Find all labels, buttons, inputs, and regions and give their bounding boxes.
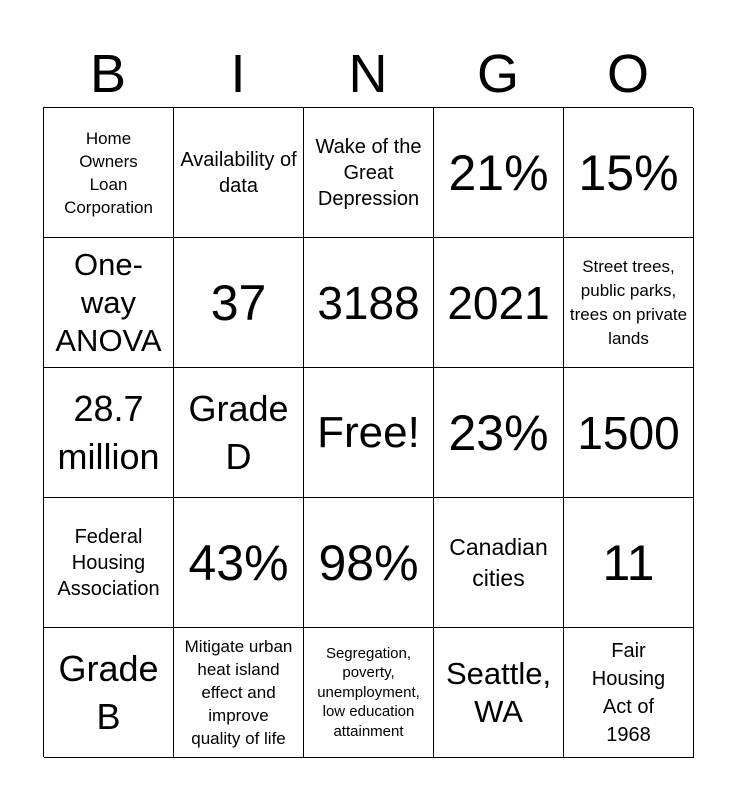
bingo-cell-r1c3[interactable] (304, 108, 434, 238)
bingo-cell-r3c4[interactable] (434, 368, 564, 498)
bingo-cell-r3c1[interactable] (44, 368, 174, 498)
header-letter-g: G (476, 44, 519, 104)
cell-text: 23% (448, 404, 549, 461)
cell-text: Free! (317, 407, 420, 457)
cell-text: Segregation, poverty, unemployment, low education attainment (317, 644, 420, 740)
bingo-cell-r2c2[interactable] (174, 238, 304, 368)
bingo-cell-r2c1[interactable] (44, 238, 174, 368)
bingo-cell-r4c2[interactable] (174, 498, 304, 628)
cell-text: One-way ANOVA (55, 246, 162, 358)
bingo-cell-r5c4[interactable] (434, 628, 564, 758)
bingo-cell-r2c4[interactable] (434, 238, 564, 368)
cell-text: Seattle, WA (445, 655, 552, 729)
bingo-cell-r3c5[interactable] (564, 368, 694, 498)
cell-text: Street trees, public parks, trees on private lands (569, 256, 688, 348)
cell-text: 11 (602, 534, 655, 591)
cell-text: 21% (448, 144, 549, 201)
cell-text: 1500 (577, 406, 680, 459)
cell-text: Home Owners Loan Corporation (64, 128, 153, 217)
bingo-cell-r1c1[interactable] (44, 108, 174, 238)
bingo-cell-r5c3[interactable] (304, 628, 434, 758)
cell-text: Availability of data (180, 148, 297, 197)
cell-text: 3188 (317, 276, 420, 329)
bingo-cell-r3c3[interactable] (304, 368, 434, 498)
cell-text: 15% (578, 144, 679, 201)
cell-text: Fair Housing Act of 1968 (591, 639, 666, 746)
cell-text: 37 (210, 274, 267, 331)
bingo-cell-r5c5[interactable] (564, 628, 694, 758)
cell-text: Wake of the Great Depression (315, 135, 422, 210)
header-letter-b: B (89, 44, 127, 104)
bingo-board (43, 107, 693, 757)
bingo-cell-r1c5[interactable] (564, 108, 694, 238)
bingo-cell-r4c1[interactable] (44, 498, 174, 628)
header-letter-n: N (348, 44, 388, 104)
cell-text: Mitigate urban heat island effect and improve quality of life (184, 637, 293, 748)
cell-text: Grade D (188, 387, 289, 477)
cell-text: 98% (318, 534, 419, 591)
cell-text: 2021 (447, 276, 550, 329)
bingo-cell-r2c5[interactable] (564, 238, 694, 368)
bingo-cell-r2c3[interactable] (304, 238, 434, 368)
bingo-cell-r4c5[interactable] (564, 498, 694, 628)
bingo-cell-r5c1[interactable] (44, 628, 174, 758)
bingo-cell-r3c2[interactable] (174, 368, 304, 498)
bingo-cell-r5c2[interactable] (174, 628, 304, 758)
bingo-cell-r4c3[interactable] (304, 498, 434, 628)
cell-text: Federal Housing Association (57, 525, 160, 600)
bingo-cell-r1c2[interactable] (174, 108, 304, 238)
cell-text: 43% (188, 534, 289, 591)
header-letter-o: O (606, 44, 649, 104)
bingo-cell-r4c4[interactable] (434, 498, 564, 628)
header-letter-i: I (230, 44, 246, 104)
cell-text: Grade B (58, 647, 159, 737)
cell-text: 28.7 million (57, 387, 160, 477)
bingo-cell-r1c4[interactable] (434, 108, 564, 238)
cell-text: Canadian cities (449, 533, 548, 591)
bingo-header (43, 40, 693, 108)
